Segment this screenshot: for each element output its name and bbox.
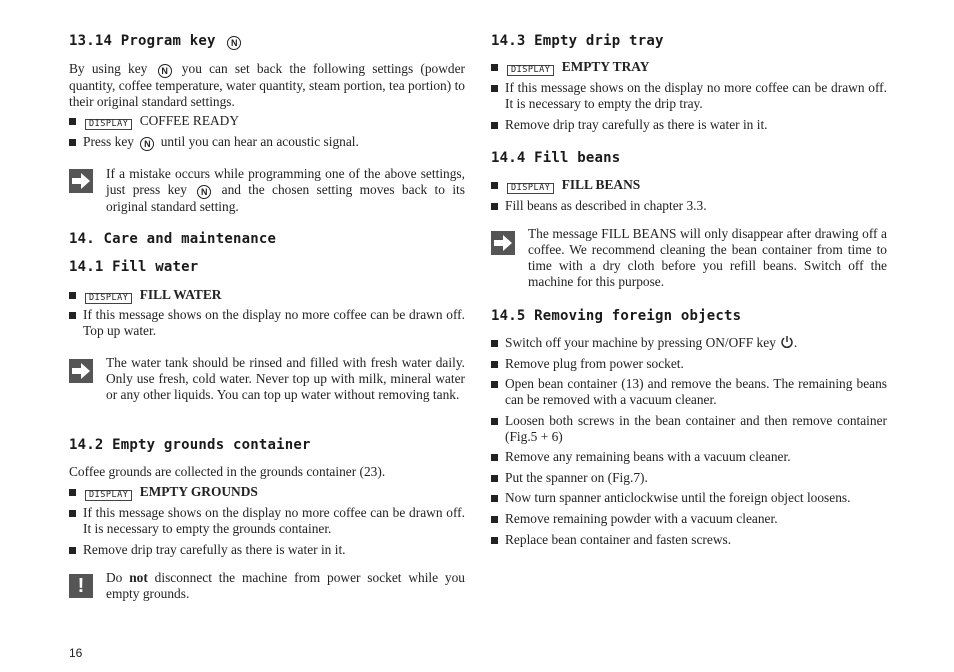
warning-icon: ! bbox=[69, 574, 93, 598]
heading-14-3: 14.3 Empty drip tray bbox=[491, 33, 664, 49]
list-item: Remove plug from power socket. bbox=[491, 356, 887, 372]
note-program-key: If a mistake occurs while programming one of the above settings, just press key N and the chosen setting moves back to its original standard setting. bbox=[106, 166, 465, 214]
heading-13-14: 13.14 Program key N bbox=[69, 33, 244, 50]
display-icon: DISPLAY bbox=[85, 119, 132, 130]
list-item: Replace bean container and fasten screws. bbox=[491, 532, 887, 548]
heading-14-5: 14.5 Removing foreign objects bbox=[491, 308, 742, 324]
n-key-icon: N bbox=[227, 36, 241, 50]
bullet-fill-beans: Fill beans as described in chapter 3.3. bbox=[491, 198, 887, 214]
heading-14-1: 14.1 Fill water bbox=[69, 259, 199, 275]
bullet-display-fill-water: DISPLAY FILL WATER bbox=[69, 287, 465, 304]
bullet-display-coffee-ready: DISPLAY COFFEE READY bbox=[69, 113, 465, 130]
display-icon: DISPLAY bbox=[507, 183, 554, 194]
power-icon bbox=[780, 335, 794, 353]
paragraph-program-key-intro: By using key N you can set back the following settings (powder quantity, coffee temperature, water quantity, steam portion, tea portion) to their original standard settings. bbox=[69, 61, 465, 109]
paragraph-grounds-intro: Coffee grounds are collected in the grounds container (23). bbox=[69, 464, 386, 479]
list-item: Loosen both screws in the bean container and then remove container (Fig.5 + 6) bbox=[491, 413, 887, 445]
bullet-empty-tray-message: If this message shows on the display no more coffee can be drawn off. It is necessary to empty the drip tray. bbox=[491, 80, 887, 112]
list-item: Remove any remaining beans with a vacuum cleaner. bbox=[491, 449, 887, 465]
bullet-fill-water-message: If this message shows on the display no more coffee can be drawn off. Top up water. bbox=[69, 307, 465, 339]
display-icon: DISPLAY bbox=[85, 490, 132, 501]
bullet-display-fill-beans: DISPLAY FILL BEANS bbox=[491, 177, 887, 194]
note-water-tank: The water tank should be rinsed and filled with fresh water daily. Only use fresh, cold water. Never top up with milk, mineral water or any other liquids. You can top up water without removing tank. bbox=[106, 355, 465, 402]
warning-note: Do not disconnect the machine from power socket while you empty grounds. bbox=[106, 570, 466, 601]
list-item: Put the spanner on (Fig.7). bbox=[491, 470, 887, 486]
display-icon: DISPLAY bbox=[85, 293, 132, 304]
bullet-empty-grounds-message: If this message shows on the display no more coffee can be drawn off. It is necessary to empty the grounds container. bbox=[69, 505, 465, 537]
arrow-note-icon bbox=[491, 231, 515, 255]
bullet-press-key: Press key N until you can hear an acoustic signal. bbox=[69, 134, 465, 151]
bullet-remove-drip-tray: Remove drip tray carefully as there is water in it. bbox=[69, 542, 465, 558]
heading-14-4: 14.4 Fill beans bbox=[491, 150, 621, 166]
list-item: Remove remaining powder with a vacuum cleaner. bbox=[491, 511, 887, 527]
bullet-display-empty-tray: DISPLAY EMPTY TRAY bbox=[491, 59, 887, 76]
note-fill-beans: The message FILL BEANS will only disappear after drawing off a coffee. We recommend cleaning the bean container from time to time with a dry cloth before you refill beans. Switch off the machine for this purpose. bbox=[528, 226, 887, 289]
page-number: 16 bbox=[69, 646, 83, 660]
bullet-display-empty-grounds: DISPLAY EMPTY GROUNDS bbox=[69, 484, 465, 501]
n-key-icon: N bbox=[197, 185, 211, 199]
arrow-note-icon bbox=[69, 169, 93, 193]
heading-14: 14. Care and maintenance bbox=[69, 231, 277, 247]
list-item: Switch off your machine by pressing ON/OFF key . bbox=[491, 335, 887, 353]
n-key-icon: N bbox=[158, 64, 172, 78]
arrow-note-icon bbox=[69, 359, 93, 383]
list-item: Open bean container (13) and remove the beans. The remaining beans can be removed with a vacuum cleaner. bbox=[491, 376, 887, 408]
list-item: Now turn spanner anticlockwise until the foreign object loosens. bbox=[491, 490, 887, 506]
bullet-remove-drip-tray: Remove drip tray carefully as there is water in it. bbox=[491, 117, 887, 133]
display-icon: DISPLAY bbox=[507, 65, 554, 76]
n-key-icon: N bbox=[140, 137, 154, 151]
heading-14-2: 14.2 Empty grounds container bbox=[69, 437, 311, 453]
